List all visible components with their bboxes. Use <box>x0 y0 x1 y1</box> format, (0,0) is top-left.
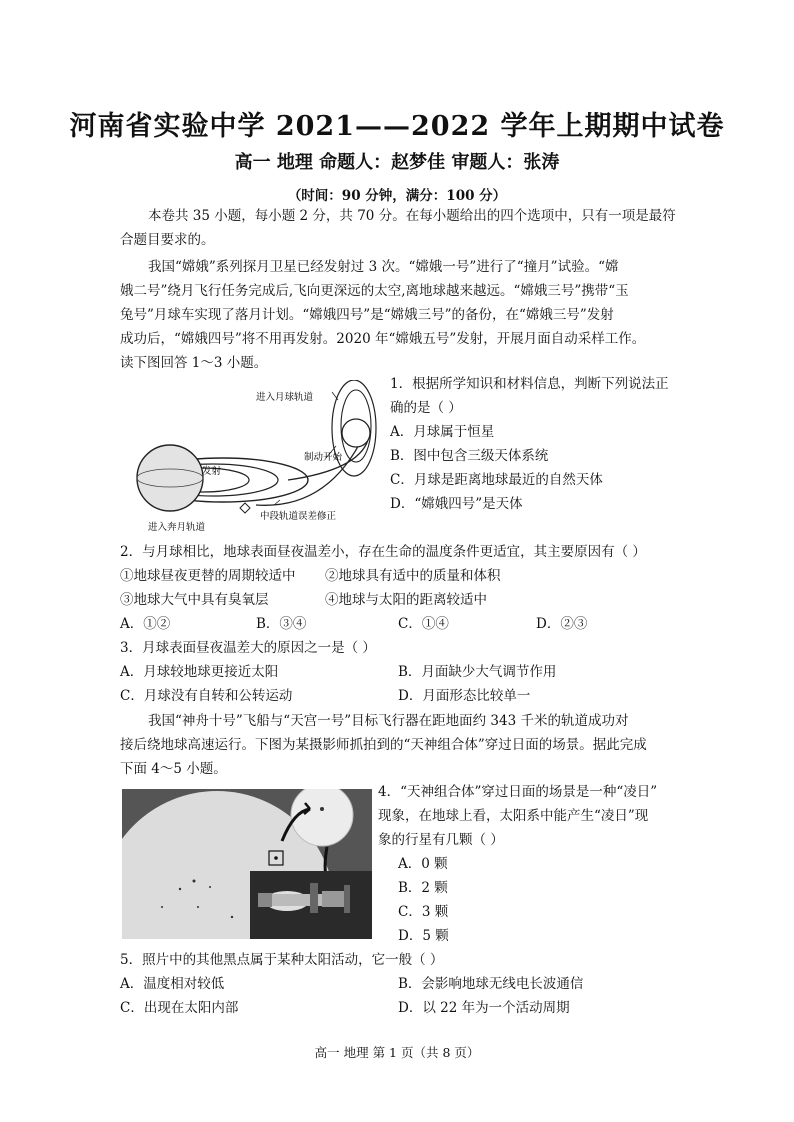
q2-item: ①地球昼夜更替的周期较适中 <box>120 568 296 584</box>
q2-item: ②地球具有适中的质量和体积 <box>325 568 501 584</box>
q1-option-a[interactable]: A．月球属于恒星 <box>390 424 495 440</box>
q3-option-a[interactable]: A．月球较地球更接近太阳 <box>120 664 279 680</box>
earth-sphere <box>137 445 203 511</box>
q5-option-c[interactable]: C．出现在太阳内部 <box>120 1000 239 1016</box>
q3-option-d[interactable]: D．月面形态比较单一 <box>398 688 531 704</box>
zoom-inset <box>291 789 353 846</box>
q4-option-b[interactable]: B．2 颗 <box>398 880 448 896</box>
q4-stem: 现象，在地球上看，太阳系中能产生“凌日”现 <box>378 808 649 824</box>
q5-option-b[interactable]: B．会影响地球无线电长波通信 <box>398 976 584 992</box>
q3-option-c[interactable]: C．月球没有自转和公转运动 <box>120 688 293 704</box>
intro-line-2: 合题目要求的。 <box>120 232 215 248</box>
q1-option-b[interactable]: B．图中包含三级天体系统 <box>390 448 549 464</box>
q2-item: ③地球大气中具有臭氧层 <box>120 592 269 608</box>
passage2-line: 下面 4～5 小题。 <box>120 761 227 777</box>
label-correction: 中段轨道误差修正 <box>260 511 337 522</box>
passage1-line: 我国“嫦娥”系列探月卫星已经发射过 3 次。“嫦娥一号”进行了“撞月”试验。“嫦 <box>148 259 619 275</box>
q5-stem: 5．照片中的其他黑点属于某种太阳活动，它一般（ ） <box>120 952 444 968</box>
passage1-line: 娥二号”绕月飞行任务完成后,飞向更深远的太空,离地球越来越远。“嫦娥三号”携带“玉 <box>120 283 629 299</box>
passage2-line: 接后绕地球高速运行。下图为某摄影师抓拍到的“天神组合体”穿过日面的场景。据此完成 <box>120 737 647 753</box>
q3-option-b[interactable]: B．月面缺少大气调节作用 <box>398 664 557 680</box>
q4-option-c[interactable]: C．3 颗 <box>398 904 449 920</box>
exam-subtitle: 高一 地理 命题人：赵梦佳 审题人：张涛 <box>234 152 560 173</box>
page-footer: 高一 地理 第 1 页（共 8 页） <box>314 1045 480 1060</box>
intro-line-1: 本卷共 35 小题，每小题 2 分，共 70 分。在每小题给出的四个选项中，只有一项是最符 <box>148 208 676 224</box>
q1-stem: 1．根据所学知识和材料信息，判断下列说法正 <box>390 376 669 392</box>
q1-option-c[interactable]: C．月球是距离地球最近的自然天体 <box>390 472 603 488</box>
q3-stem: 3．月球表面昼夜温差大的原因之一是（ ） <box>120 640 376 656</box>
passage1-line: 读下图回答 1～3 小题。 <box>120 355 268 371</box>
q1-option-d[interactable]: D．“嫦娥四号”是天体 <box>390 496 523 512</box>
transit-photo <box>122 789 372 939</box>
q4-stem: 象的行星有几颗（ ） <box>378 832 504 848</box>
passage2-line: 我国“神舟十号”飞船与“天宫一号”目标飞行器在距地面约 343 千米的轨道成功对 <box>148 713 629 729</box>
q4-option-a[interactable]: A．0 颗 <box>398 856 448 872</box>
q2-item: ④地球与太阳的距离较适中 <box>325 592 487 608</box>
passage1-line: 兔号”月球车实现了落月计划。“嫦娥四号”是“嫦娥三号”的备份，在“嫦娥三号”发射 <box>120 307 614 323</box>
q5-option-d[interactable]: D．以 22 年为一个活动周期 <box>398 1000 570 1016</box>
q1-stem: 确的是（ ） <box>390 400 462 416</box>
moon-sphere <box>342 419 370 447</box>
q2-option-a[interactable]: A．①② <box>120 616 171 632</box>
change-orbit-diagram <box>128 380 388 535</box>
label-launch: 发射 <box>202 466 222 477</box>
q4-option-d[interactable]: D．5 颗 <box>398 928 449 944</box>
passage1-line: 成功后，“嫦娥四号”将不用再发射。2020 年“嫦娥五号”发射，开展月面自动采样工作。 <box>120 331 646 347</box>
q2-option-c[interactable]: C．①④ <box>398 616 449 632</box>
q4-stem: 4．“天神组合体”穿过日面的场景是一种“凌日” <box>378 784 658 800</box>
exam-time: （时间：90 分钟，满分：100 分） <box>287 188 507 204</box>
q2-option-b[interactable]: B．③④ <box>256 616 307 632</box>
label-transfer: 进入奔月轨道 <box>148 522 206 533</box>
exam-title: 河南省实验中学 2021——2022 学年上期期中试卷 <box>69 111 725 142</box>
q5-option-a[interactable]: A．温度相对较低 <box>120 976 225 992</box>
q2-option-d[interactable]: D．②③ <box>536 616 588 632</box>
q2-stem: 2．与月球相比，地球表面昼夜温差小，存在生命的温度条件更适宜，其主要原因有（ ） <box>120 544 646 560</box>
label-lunar-orbit: 进入月球轨道 <box>256 392 314 403</box>
label-brake: 制动开始 <box>304 452 343 463</box>
